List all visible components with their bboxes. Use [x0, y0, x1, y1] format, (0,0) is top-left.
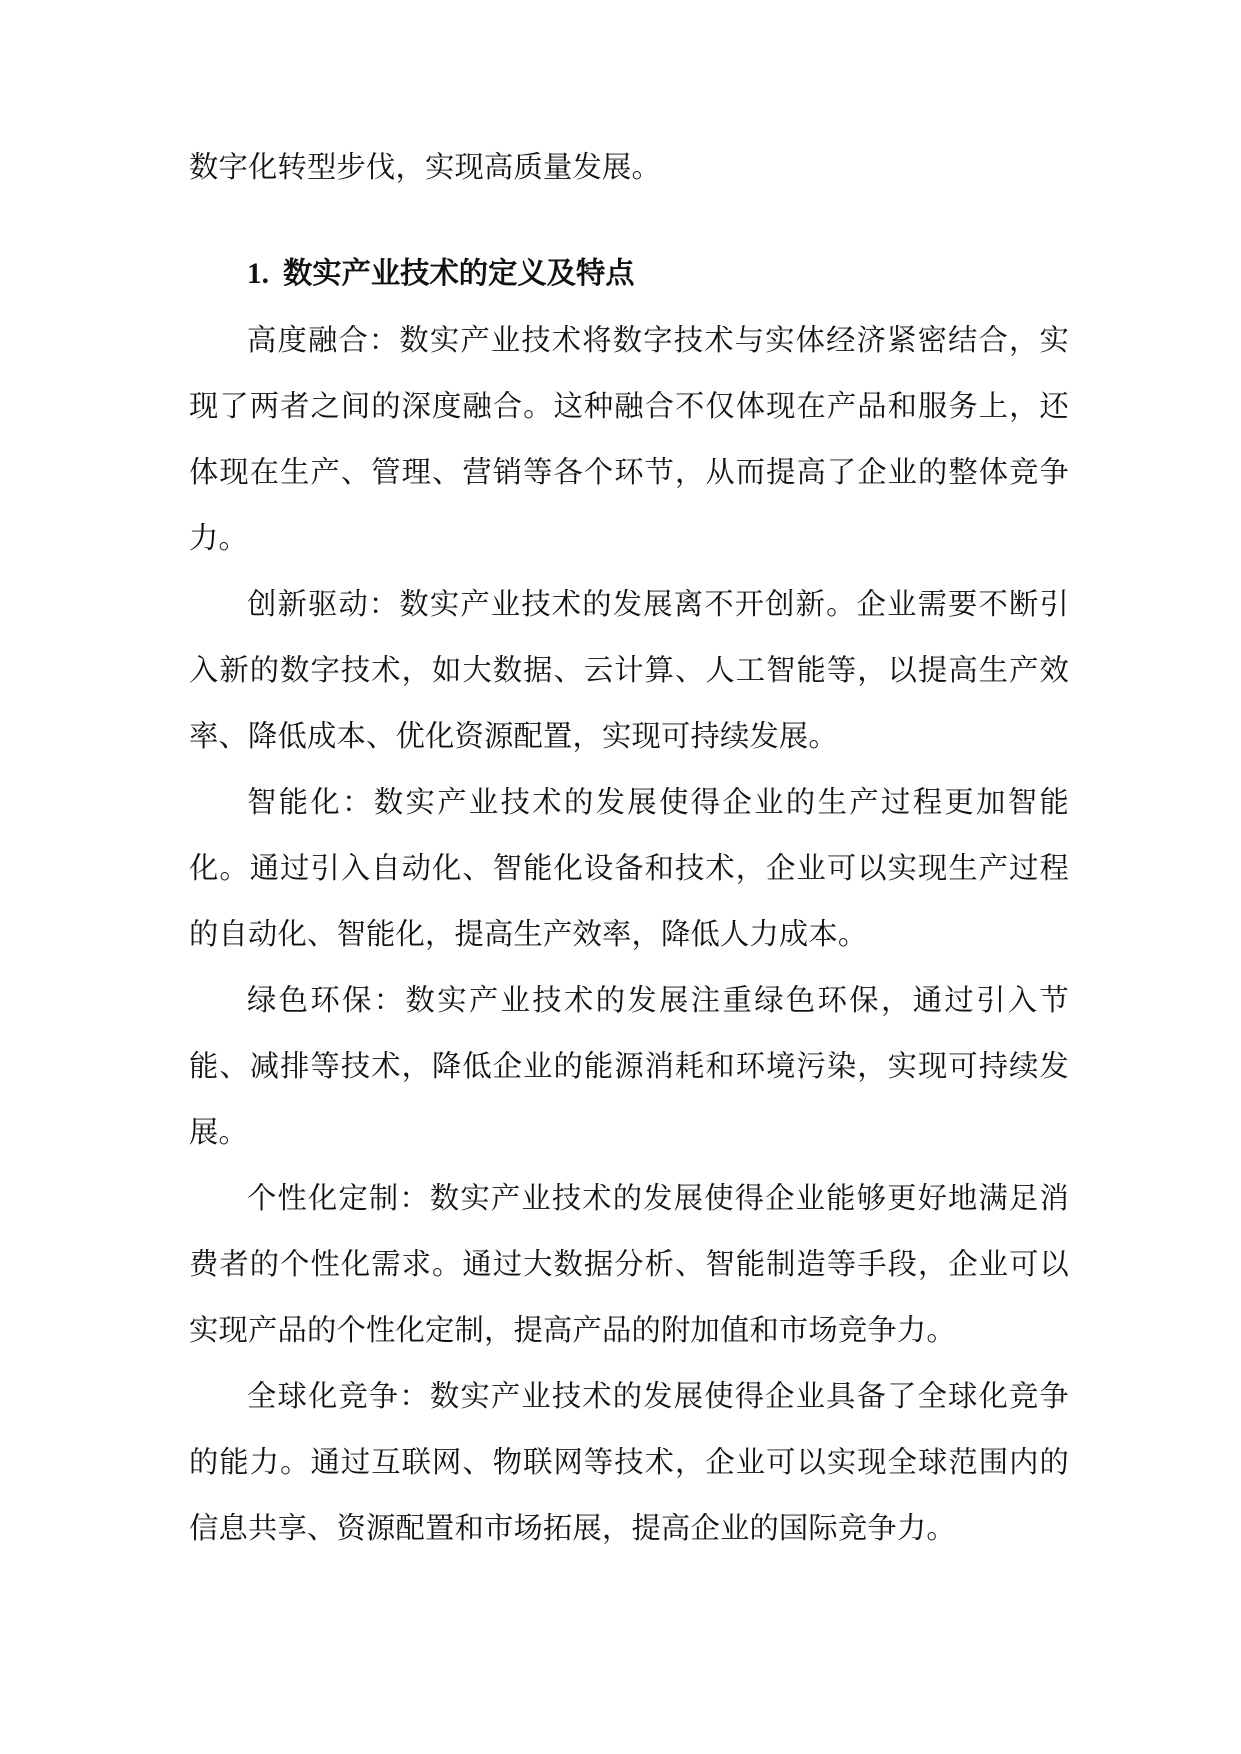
paragraph-text: 数实产业技术的发展使得企业具备了全球化竞争的能力。通过互联网、物联网等技术，企业可以实现全球范围内的信息共享、资源配置和市场拓展，提高企业的国际竞争力。: [189, 1379, 1070, 1545]
opening-line: 数字化转型步伐，实现高质量发展。: [189, 150, 661, 184]
paragraph-lead: 高度融合：: [247, 323, 400, 357]
paragraph-globalization: [189, 1363, 1069, 1561]
paragraph-intelligent: [189, 769, 1069, 967]
paragraph-lead: 个性化定制：: [247, 1181, 430, 1215]
paragraph-lead: 全球化竞争：: [247, 1379, 430, 1413]
paragraph-text: 数实产业技术的发展使得企业的生产过程更加智能化。通过引入自动化、智能化设备和技术，企业可以实现生产过程的自动化、智能化，提高生产效率，降低人力成本。: [189, 785, 1069, 951]
paragraph-text: 数实产业技术的发展离不开创新。企业需要不断引入新的数字技术，如大数据、云计算、人工智能等，以提高生产效率、降低成本、优化资源配置，实现可持续发展。: [189, 587, 1069, 753]
paragraph-lead: 智能化：: [247, 785, 374, 819]
section-heading: [189, 240, 1069, 307]
paragraph-text: 数实产业技术将数字技术与实体经济紧密结合，实现了两者之间的深度融合。这种融合不仅体现在产品和服务上，还体现在生产、管理、营销等各个环节，从而提高了企业的整体竞争力。: [189, 323, 1069, 555]
paragraph-lead: 绿色环保：: [247, 983, 406, 1017]
section-number: 1.: [247, 258, 269, 290]
document-body: [189, 134, 1069, 1561]
paragraph-high-integration: [189, 307, 1069, 571]
paragraph-innovation-driven: [189, 571, 1069, 769]
paragraph-customization: [189, 1165, 1069, 1363]
paragraph-lead: 创新驱动：: [247, 587, 400, 621]
paragraph-text: 数实产业技术的发展注重绿色环保，通过引入节能、减排等技术，降低企业的能源消耗和环境污染，实现可持续发展。: [189, 983, 1069, 1149]
paragraph-text: 数实产业技术的发展使得企业能够更好地满足消费者的个性化需求。通过大数据分析、智能制造等手段，企业可以实现产品的个性化定制，提高产品的附加值和市场竞争力。: [189, 1181, 1070, 1347]
section-title: 数实产业技术的定义及特点: [282, 256, 635, 290]
paragraph-green: [189, 967, 1069, 1165]
